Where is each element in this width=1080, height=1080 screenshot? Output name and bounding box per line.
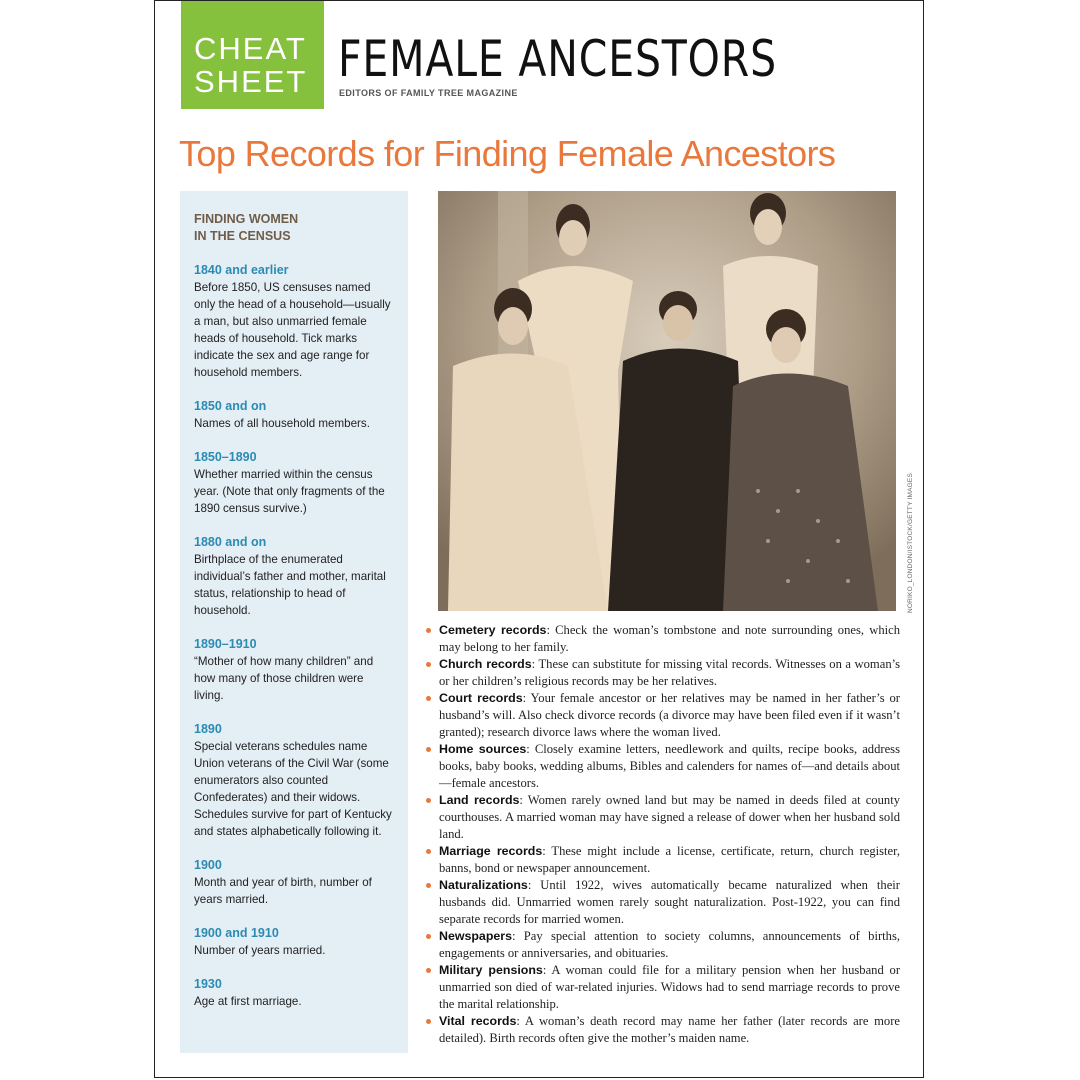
census-entry [194, 449, 394, 517]
bullet-icon [426, 662, 431, 667]
census-entry [194, 636, 394, 704]
census-year: 1890–1910 [194, 637, 257, 651]
list-item [439, 1013, 900, 1047]
record-title: Church records [439, 657, 532, 671]
vintage-photo-illustration [438, 191, 896, 611]
record-text: : Closely examine letters, needlework and quilts, recipe books, address books, baby books, wedding albums, Bibles and calenders for names of—and details about—female ancestors. [439, 742, 900, 790]
census-text: Names of all household members. [194, 417, 370, 430]
bullet-icon [426, 883, 431, 888]
census-text: Age at first marriage. [194, 995, 302, 1008]
record-title: Naturalizations [439, 878, 528, 892]
cheat-sheet-page [154, 0, 924, 1078]
masthead-subtitle: EDITORS OF FAMILY TREE MAGAZINE [339, 88, 518, 98]
list-item [439, 843, 900, 877]
census-text: Month and year of birth, number of years married. [194, 876, 372, 906]
list-item [439, 792, 900, 843]
bullet-icon [426, 849, 431, 854]
record-text: : Check the woman’s tombstone and note surrounding ones, which may belong to her family. [439, 623, 900, 654]
vintage-group-photo [438, 191, 896, 611]
bullet-icon [426, 696, 431, 701]
photo-credit: NORIKO_LONDON/ISTOCK/GETTY IMAGES [907, 473, 914, 613]
bullet-icon [426, 934, 431, 939]
record-title: Marriage records [439, 844, 543, 858]
record-text: : These might include a license, certificate, return, church register, banns, bond or newspaper announcement. [439, 844, 900, 875]
record-title: Military pensions [439, 963, 543, 977]
census-entry [194, 398, 394, 432]
sidebar-heading-line-2: IN THE CENSUS [194, 229, 291, 243]
census-text: Before 1850, US censuses named only the head of a household—usually a man, but also unmarried female heads of household. Tick marks indicate the sex and age range for household members. [194, 281, 391, 379]
record-title: Vital records [439, 1014, 517, 1028]
bullet-icon [426, 628, 431, 633]
list-item [439, 877, 900, 928]
record-title: Home sources [439, 742, 527, 756]
record-text: : Women rarely owned land but may be named in deeds filed at county courthouses. A married woman may have signed a release of dower when her husband sold land. [439, 793, 900, 841]
list-item [439, 928, 900, 962]
census-year: 1890 [194, 722, 222, 736]
record-text: : A woman’s death record may name her father (later records are more detailed). Birth records often give the mother’s maiden name. [439, 1014, 901, 1045]
census-year: 1900 [194, 858, 222, 872]
list-item [439, 741, 900, 792]
list-item [439, 690, 900, 741]
record-text: : Your female ancestor or her relatives may be named in her father’s or husband’s will. Also check divorce records (a divorce may have been filed even if it wasn’t granted); research divorce laws where the woman lived. [439, 691, 901, 739]
census-year: 1850–1890 [194, 450, 257, 464]
census-sidebar [180, 191, 408, 1053]
census-text: Birthplace of the enumerated individual’s father and mother, marital status, relationship to head of household. [194, 553, 386, 617]
census-entry [194, 857, 394, 908]
record-text: : A woman could file for a military pension when her husband or unmarried son died of war-related injuries. Widows had to send marriage records to prove the marital relationship. [439, 963, 901, 1011]
bullet-icon [426, 747, 431, 752]
census-year: 1850 and on [194, 399, 267, 413]
cheat-sheet-badge [181, 1, 324, 109]
bullet-icon [426, 798, 431, 803]
census-text: Whether married within the census year. (Note that only fragments of the 1890 census survive.) [194, 468, 385, 515]
census-text: “Mother of how many children” and how many of those children were living. [194, 655, 374, 702]
census-text: Special veterans schedules name Union veterans of the Civil War (some enumerators also counted Confederates) and their widows. Schedules survive for part of Kentucky and states alphabetically following it. [194, 740, 392, 838]
records-list [439, 622, 900, 1047]
badge-line-1: CHEAT [194, 31, 307, 66]
bullet-icon [426, 1019, 431, 1024]
record-title: Land records [439, 793, 520, 807]
record-title: Newspapers [439, 929, 513, 943]
record-text: : These can substitute for missing vital records. Witnesses on a woman’s or her children’s religious records may be her relatives. [439, 657, 901, 688]
census-year: 1930 [194, 977, 222, 991]
census-entry [194, 925, 394, 959]
census-entry [194, 534, 394, 619]
census-year: 1840 and earlier [194, 263, 289, 277]
list-item [439, 656, 900, 690]
list-item [439, 622, 900, 656]
page-headline: Top Records for Finding Female Ancestors [179, 133, 836, 174]
masthead-title: FEMALE ANCESTORS [338, 30, 777, 88]
list-item [439, 962, 900, 1013]
sidebar-heading-line-1: FINDING WOMEN [194, 212, 299, 226]
census-entry [194, 721, 394, 840]
census-text: Number of years married. [194, 944, 326, 957]
sidebar-heading [194, 211, 394, 245]
bullet-icon [426, 968, 431, 973]
census-year: 1880 and on [194, 535, 267, 549]
census-entry [194, 976, 394, 1010]
record-text: : Until 1922, wives automatically became naturalized when their husbands did. Unmarried women rarely sought naturalization. Post-1922, you can find separate records for married women. [439, 878, 900, 926]
badge-line-2: SHEET [194, 64, 308, 99]
census-entry [194, 262, 394, 381]
census-year: 1900 and 1910 [194, 926, 279, 940]
record-title: Cemetery records [439, 623, 547, 637]
record-text: : Pay special attention to society columns, announcements of births, engagements or anniversaries, and obituaries. [439, 929, 900, 960]
record-title: Court records [439, 691, 523, 705]
